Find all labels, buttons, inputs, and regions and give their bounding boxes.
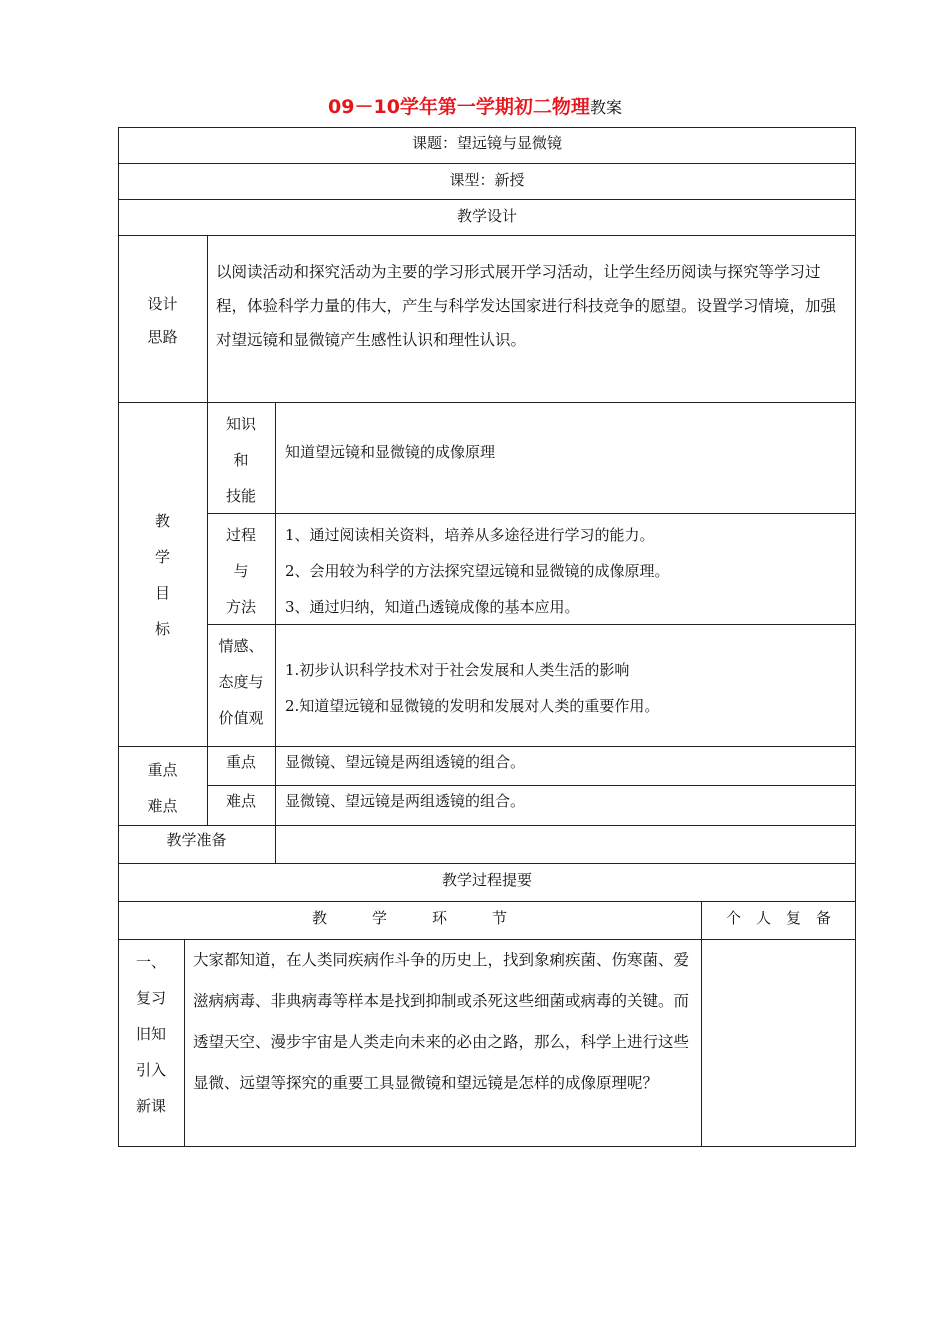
- divider: [118, 402, 856, 403]
- difficult-label: 难点: [225, 792, 256, 810]
- difficult-text: 显微镜、望远镜是两组透镜的组合。: [285, 792, 526, 810]
- knowledge-label: 知识 和 技能: [225, 415, 256, 505]
- divider: [207, 513, 856, 514]
- divider: [118, 746, 856, 747]
- knowledge-text: 知道望远镜和显微镜的成像原理: [285, 443, 496, 461]
- divider: [118, 163, 856, 164]
- divider: [207, 785, 856, 786]
- divider: [118, 199, 856, 200]
- divider: [118, 825, 856, 826]
- keypoints-label: 重点 难点: [147, 761, 178, 815]
- divider: [118, 901, 856, 902]
- divider: [701, 901, 702, 1147]
- document-title: [0, 92, 950, 119]
- process-item: 2、会用较为科学的方法探究望远镜和显微镜的成像原理。: [285, 562, 670, 580]
- divider: [118, 235, 856, 236]
- divider: [275, 402, 276, 863]
- teaching-link-header: 教 学 环 节: [311, 909, 507, 927]
- divider: [184, 939, 185, 1147]
- lesson-type-row: 课型：新授: [449, 171, 525, 189]
- topic-row: 课题：望远镜与显微镜: [411, 134, 562, 152]
- review-label: 一、 复习 旧知 引入 新课: [135, 953, 166, 1115]
- key-label: 重点: [225, 753, 256, 771]
- process-text: [285, 517, 845, 625]
- title-main: 09－10学年第一学期初二物理: [328, 96, 590, 118]
- process-label: 过程 与 方法: [225, 526, 256, 616]
- emotion-item: 2.知道望远镜和显微镜的发明和发展对人类的重要作用。: [285, 697, 660, 715]
- title-suffix: 教案: [589, 98, 622, 117]
- design-label: 设计 思路: [147, 295, 178, 346]
- emotion-text: [285, 652, 845, 724]
- divider: [118, 863, 856, 864]
- emotion-item: 1.初步认识科学技术对于社会发展和人类生活的影响: [285, 661, 630, 679]
- design-text: 以阅读活动和探究活动为主要的学习形式展开学习活动，让学生经历阅读与探究等学习过程，体验科学力量的伟大，产生与科学发达国家进行科技竞争的愿望。设置学习情境，加强对望远镜和显微镜产生感性认识和理性认识。: [216, 263, 837, 349]
- key-text: 显微镜、望远镜是两组透镜的组合。: [285, 753, 526, 771]
- prep-label: 教学准备: [166, 831, 227, 849]
- process-item: 3、通过归纳，知道凸透镜成像的基本应用。: [285, 598, 580, 616]
- emotion-label: 情感、 态度与 价值观: [218, 637, 264, 727]
- design-header: 教学设计: [456, 207, 517, 225]
- goals-label: 教 学 目 标: [154, 512, 170, 638]
- process-item: 1、通过阅读相关资料，培养从多途径进行学习的能力。: [285, 526, 655, 544]
- process-header: 教学过程提要: [441, 871, 532, 889]
- review-text: 大家都知道，在人类同疾病作斗争的历史上，找到象痢疾菌、伤寒菌、爱滋病病毒、非典病毒等样本是找到抑制或杀死这些细菌或病毒的关键。而透望天空、漫步宇宙是人类走向未来的必由之路，那么，科学上进行这些显微、远望等探究的重要工具显微镜和望远镜是怎样的成像原理呢？: [193, 951, 690, 1092]
- personal-prep-header: 个 人 复 备: [725, 909, 831, 927]
